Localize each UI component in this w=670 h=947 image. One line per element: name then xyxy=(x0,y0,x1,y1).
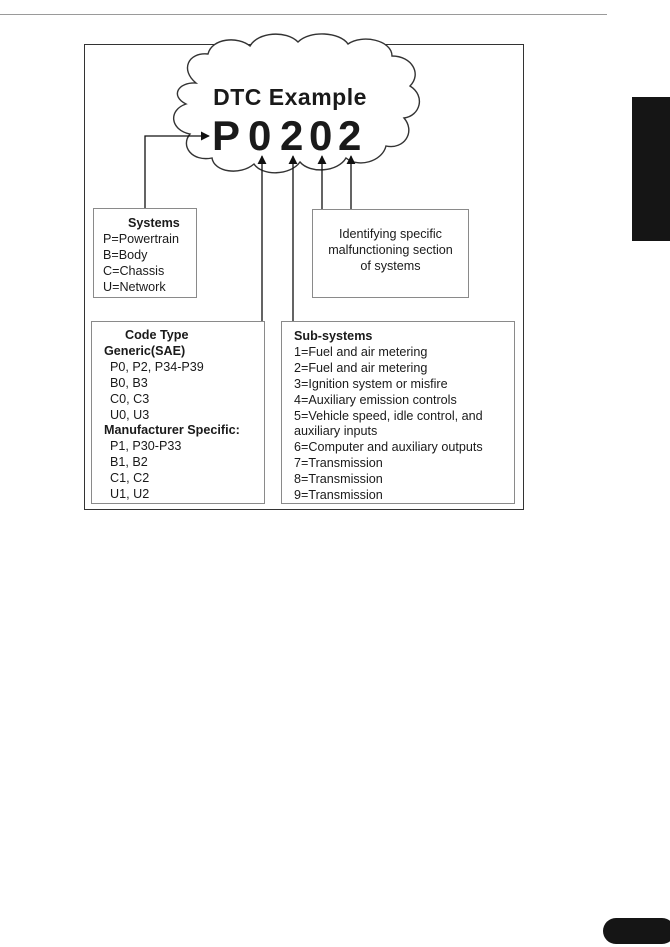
sub-systems-item: 2=Fuel and air metering xyxy=(294,360,428,375)
systems-heading: Systems xyxy=(128,216,180,230)
manufacturer-item: C1, C2 xyxy=(110,471,150,486)
sub-systems-item: 6=Computer and auxiliary outputs xyxy=(294,440,483,455)
sub-systems-item: 7=Transmission xyxy=(294,456,383,471)
systems-item: C=Chassis xyxy=(103,263,165,278)
identifying-line: Identifying specific xyxy=(339,227,442,241)
manufacturer-item: B1, B2 xyxy=(110,455,148,470)
sub-systems-item: 9=Transmission xyxy=(294,488,383,503)
generic-heading: Generic(SAE) xyxy=(104,343,186,358)
identifying-box xyxy=(312,209,469,298)
systems-box xyxy=(93,208,197,298)
generic-item: C0, C3 xyxy=(110,391,150,406)
diagram-title: DTC Example xyxy=(213,84,367,110)
generic-item: B0, B3 xyxy=(110,375,148,390)
identifying-line: malfunctioning section xyxy=(328,242,453,257)
code-type-heading: Code Type xyxy=(125,328,189,342)
code-char-section-1: 0 xyxy=(309,112,333,159)
code-char-type: 0 xyxy=(248,112,272,159)
systems-item: B=Body xyxy=(103,247,148,262)
code-type-box xyxy=(91,321,265,504)
sub-systems-box xyxy=(281,321,515,504)
generic-item: U0, U3 xyxy=(110,407,150,422)
sub-systems-item: 3=Ignition system or misfire xyxy=(294,376,448,391)
sub-systems-item: 1=Fuel and air metering xyxy=(294,344,428,359)
sub-systems-heading: Sub-systems xyxy=(294,329,373,343)
code-char-section-2: 2 xyxy=(338,112,362,159)
manufacturer-item: U1, U2 xyxy=(110,487,150,502)
manufacturer-item: P1, P30-P33 xyxy=(110,439,182,454)
sub-systems-item: 8=Transmission xyxy=(294,472,383,487)
identifying-line: of systems xyxy=(360,258,421,273)
sub-systems-item: 4=Auxiliary emission controls xyxy=(294,392,457,407)
systems-item: U=Network xyxy=(103,279,166,294)
code-char-system: P xyxy=(212,112,241,159)
sub-systems-item: 5=Vehicle speed, idle control, and xyxy=(294,408,483,423)
sub-systems-item: auxiliary inputs xyxy=(294,424,378,439)
manufacturer-heading: Manufacturer Specific: xyxy=(104,423,240,438)
code-char-subsystem: 2 xyxy=(280,112,304,159)
systems-item: P=Powertrain xyxy=(103,231,179,246)
generic-item: P0, P2, P34-P39 xyxy=(110,359,204,374)
